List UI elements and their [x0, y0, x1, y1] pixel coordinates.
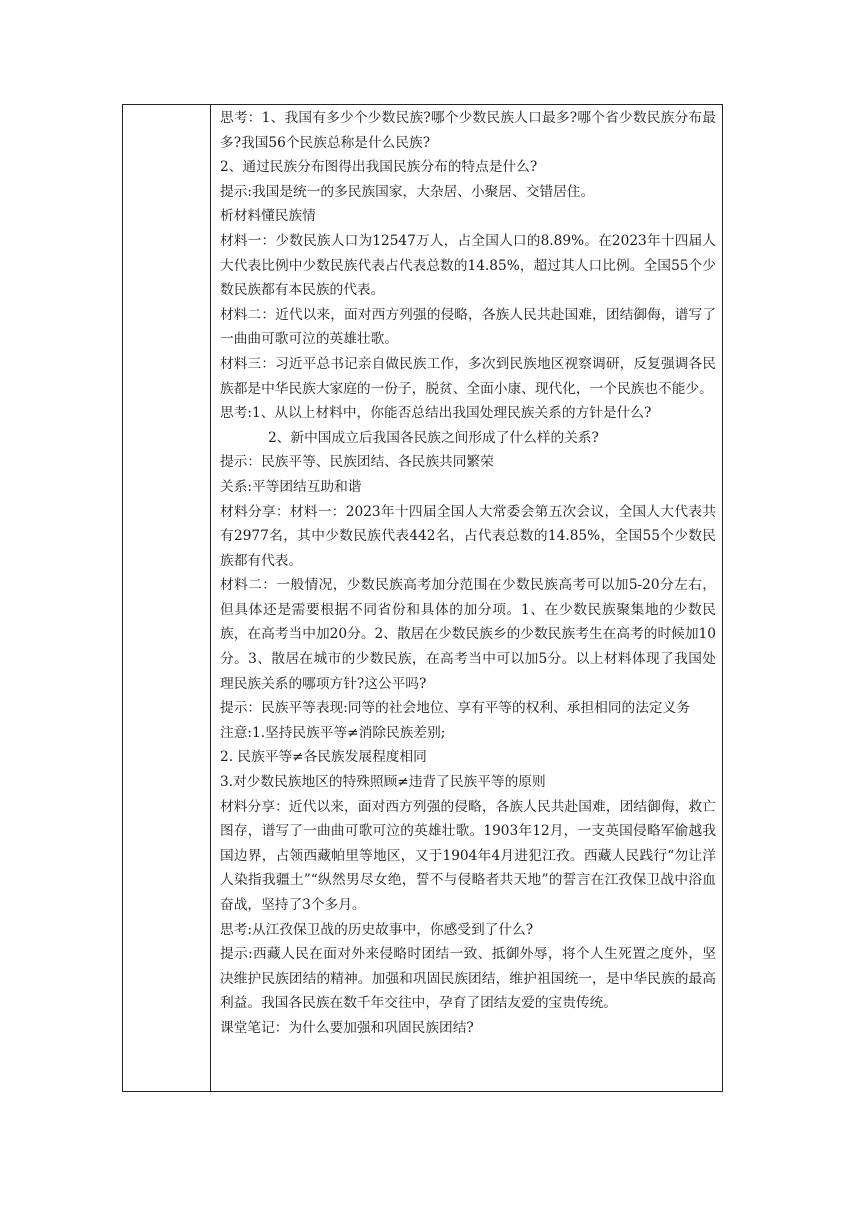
material-share-3: 材料分享：近代以来，面对西方列强的侵略，各族人民共赴国难，团结御侮，救亡图存，谱写了一曲曲可歌可泣的英雄壮歌。1903年12月，一支英国侵略军偷越我国边界，占领西藏帕里等地区，又于1904年4月进犯江孜。西藏人民践行“勿让洋人染指我疆土”“纵然男尽女绝，誓不与侵略者共天地”的誓言在江孜保卫战中浴血奋战，坚持了3个多月。	[220, 798, 716, 913]
question-paragraph-4: 2、新中国成立后我国各民族之间形成了什么样的关系?	[268, 429, 599, 446]
hint-paragraph-4: 提示:西藏人民在面对外来侵略时团结一致、抵御外辱，将个人生死置之度外，坚决维护民族团结的精神。加强和巩固民族团结，维护祖国统一，是中华民族的最高利益。我国各民族在数千年交往中，孕育了团结友爱的宝贵传统。	[220, 946, 716, 1012]
content-cell	[211, 105, 722, 1091]
question-paragraph-3: 思考:1、从以上材料中，你能否总结出我国处理民族关系的方针是什么?	[220, 405, 652, 422]
note-line-1: 注意:1.坚持民族平等≠消除民族差别;	[220, 724, 446, 741]
left-column-cell	[123, 105, 211, 1091]
question-paragraph-1: 思考：1、我国有多少个少数民族?哪个少数民族人口最多?哪个省少数民族分布最多?我国56个民族总称是什么民族?	[220, 110, 716, 151]
hint-paragraph-3: 提示：民族平等表现:同等的社会地位、享有平等的权利、承担相同的法定义务	[220, 700, 690, 717]
material-share-2: 材料二：一般情况，少数民族高考加分范围在少数民族高考可以加5-20分左右，但具体还是需要根据不同省份和具体的加分项。1、在少数民族聚集地的少数民族，在高考当中加20分。2、散居在少数民族乡的少数民族考生在高考的时候加10分。3、散居在城市的少数民族，在高考当中可以加5分。以上材料体现了我国处理民族关系的哪项方针?这公平吗?	[220, 577, 716, 692]
material-three: 材料三：习近平总书记亲自做民族工作，多次到民族地区视察调研，反复强调各民族都是中华民族大家庭的一份子，脱贫、全面小康、现代化，一个民族也不能少。	[220, 355, 716, 397]
note-line-3: 3.对少数民族地区的特殊照顾≠违背了民族平等的原则	[220, 774, 546, 791]
material-two: 材料二：近代以来，面对西方列强的侵略，各族人民共赴国难，团结御侮，谱写了一曲曲可歌可泣的英雄壮歌。	[220, 306, 716, 348]
hint-paragraph-1: 提示:我国是统一的多民族国家，大杂居、小聚居、交错居住。	[220, 183, 595, 200]
lesson-table	[122, 104, 723, 1092]
material-share-1: 材料分享：材料一：2023年十四届全国人大常委会第五次会议，全国人大代表共有2977名，其中少数民族代表442名，占代表总数的14.85%，全国55个少数民族都有代表。	[220, 503, 716, 569]
section-heading: 析材料懂民族情	[220, 208, 316, 225]
class-notes: 课堂笔记：为什么要加强和巩固民族团结?	[220, 1019, 474, 1036]
material-one: 材料一：少数民族人口为12547万人，占全国人口的8.89%。在2023年十四届人大代表比例中少数民族代表占代表总数的14.85%，超过其人口比例。全国55个少数民族都有本民族的代表。	[220, 232, 716, 299]
note-line-2: 2. 民族平等≠各民族发展程度相同	[220, 749, 427, 766]
relation-paragraph: 关系:平等团结互助和谐	[220, 478, 362, 495]
question-paragraph-2: 2、通过民族分布图得出我国民族分布的特点是什么?	[220, 159, 538, 176]
hint-paragraph-2: 提示：民族平等、民族团结、各民族共同繁荣	[220, 454, 494, 471]
question-paragraph-5: 思考:从江孜保卫战的历史故事中，你感受到了什么?	[220, 921, 534, 938]
